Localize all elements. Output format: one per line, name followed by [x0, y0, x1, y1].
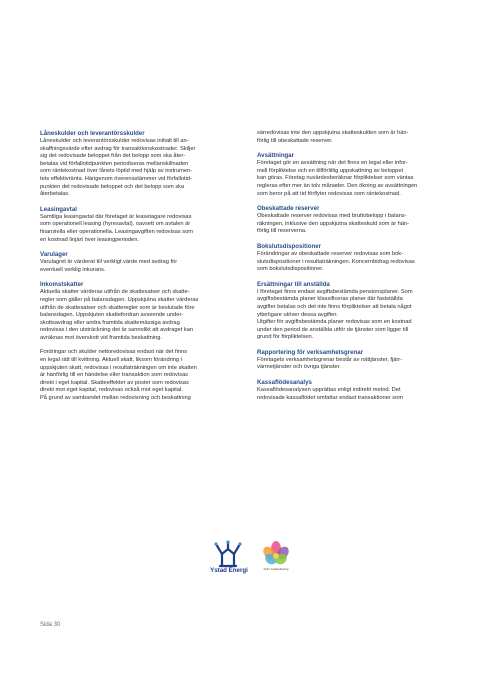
- text-section: [40, 281, 234, 342]
- text-section: [257, 152, 451, 198]
- text-line: direkt mot eget kapital, redovisas också mot eget kapital.: [40, 387, 183, 394]
- left-column: [40, 130, 234, 410]
- section-paragraph: [40, 259, 234, 274]
- text-section: [257, 205, 451, 236]
- text-line: eventuell verklig inkurans.: [40, 266, 106, 273]
- text-line: förlig till reserverna.: [257, 228, 307, 235]
- text-line: skaffningsvärde efter avdrag för transaktionskostnader. Skiljer: [40, 145, 196, 152]
- text-line: räkningen, inklusive den uppskjutna skatteskuld som är hän-: [257, 220, 410, 227]
- section-paragraph: [40, 214, 234, 244]
- text-line: redovisas i den utsträckning det är sannolikt att avdraget kan: [40, 327, 194, 334]
- text-line: Samtliga leasingavtal där företaget är leasetagare redovisas: [40, 213, 192, 220]
- text-line: Utgifter för avgiftsbestämda planer redovisas som en kostnad: [257, 319, 412, 326]
- section-paragraph: [257, 251, 451, 274]
- flower-caption: Från Ystadskriving: [263, 567, 289, 571]
- text-line: kan göras. Företag nuvärdesberäknar förpliktelser som väntas: [257, 175, 414, 182]
- text-line: ytterligare utöver dessa avgifter.: [257, 311, 338, 318]
- text-section: [257, 281, 451, 342]
- text-line: Företagets verksamhetsgrenar består av nättjänster, fjärr-: [257, 356, 403, 363]
- text-line: Aktuella skatter värderas utifrån de skattesatser och skatte-: [40, 289, 190, 296]
- section-paragraph: [257, 130, 451, 145]
- ystad-energi-logo: [208, 540, 248, 578]
- text-line: balansdagen. Uppskjuten skattefordran avseende under-: [40, 312, 184, 319]
- section-heading: Rapportering för verksamhetsgrenar: [257, 348, 363, 356]
- text-line: som räntekostnad över lånets löptid med hjälp av instrumen-: [40, 168, 193, 175]
- text-line: sig det redovisade beloppet från det belopp som ska åter-: [40, 153, 186, 160]
- text-line: som bokslutsdispositioner.: [257, 266, 324, 273]
- ystad-energi-wordmark: Ystad Energi: [210, 567, 248, 574]
- text-line: skottsavdrag eller andra framtida skattemässiga avdrag: [40, 319, 180, 326]
- text-line: redovisade kassaflödet omfattar endast transaktioner som: [257, 394, 404, 401]
- text-line: mell förpliktelse och en tillförlitlig uppskattning av beloppet: [257, 167, 404, 174]
- section-paragraph: [40, 138, 234, 199]
- text-line: slutsdispositioner i resultaträkningen. Koncernbidrag redovisas: [257, 258, 415, 265]
- text-line: Förändringar av obeskattade reserver redovisas som bok-: [257, 250, 404, 257]
- page-number: Sida 30: [40, 622, 61, 628]
- text-section: [257, 379, 451, 402]
- text-line: värmetjänster och övriga tjänster.: [257, 364, 341, 371]
- section-paragraph: [257, 387, 451, 402]
- right-column: [257, 130, 451, 409]
- text-section: [40, 349, 234, 402]
- text-section: [40, 130, 234, 199]
- section-paragraph: [40, 289, 234, 342]
- section-heading: Avsättningar: [257, 152, 295, 160]
- text-line: som operationell leasing (hyresavtal), oavsett om avtalen är: [40, 221, 191, 228]
- text-line: Fordringar och skulder nettoredovisas endast när det finns: [40, 349, 188, 356]
- flower-icon: [258, 540, 294, 568]
- text-line: är hänförlig till en händelse eller transaktion som redovisas: [40, 372, 188, 379]
- text-line: direkt i eget kapital. Skatteeffekter av poster som redovisas: [40, 379, 189, 386]
- text-line: I företaget finns endast avgiftsbestämda pensionsplaner. Som: [257, 288, 413, 295]
- section-paragraph: [257, 160, 451, 198]
- text-line: uppskjuten skatt, redovisas i resultaträkningen om inte skatten: [40, 364, 197, 371]
- section-paragraph: [257, 357, 451, 372]
- text-line: punkten det redovisade beloppet och det belopp som ska: [40, 183, 185, 190]
- text-line: avräknas mot överskott vid framtida beskattning.: [40, 334, 163, 341]
- text-line: särredovisas inte den uppskjutna skatteskulden som är hän-: [257, 130, 409, 136]
- section-paragraph: [257, 213, 451, 236]
- section-heading: Ersättningar till anställda: [257, 280, 330, 288]
- text-line: regleras efter mer än tolv månader. Den ökning av avsättningen: [257, 182, 418, 189]
- section-heading: Låneskulder och leverantörsskulder: [40, 130, 145, 137]
- text-line: På grund av sambandet mellan redovisning och beskattning: [40, 395, 191, 402]
- text-line: tets effektivränta. Härigenom överensstämmer vid förfallotid-: [40, 175, 192, 182]
- text-line: regler som gäller på balansdagen. Uppskjutna skatter värderas: [40, 296, 199, 303]
- text-line: avgifter betalas och det inte finns förpliktelser att betala något: [257, 303, 412, 310]
- text-line: Kassaflödesanalysen upprättas enligt indirekt metod. Det: [257, 387, 401, 394]
- text-line: Varulagret är värderat till verkligt värde med avdrag för: [40, 259, 178, 266]
- text-line: avgiftsbestämda planer klassificeras planer där fastställda: [257, 296, 403, 303]
- text-line: återbetalas.: [40, 191, 70, 198]
- section-heading: Leasingavtal: [40, 205, 77, 213]
- section-paragraph: [257, 289, 451, 342]
- section-heading: Varulager: [40, 251, 68, 259]
- logos: [208, 540, 298, 580]
- text-line: en kostnad linjärt över leasingperioden.: [40, 236, 139, 243]
- flower-logo: [258, 540, 294, 580]
- section-heading: Inkomstskatter: [40, 281, 84, 289]
- text-line: utifrån de skattesatser och skatteregler som är beslutade före: [40, 304, 195, 311]
- ystad-energi-icon: [208, 540, 248, 568]
- text-line: Låneskulder och leverantörsskulder redovisas initialt till an-: [40, 138, 189, 144]
- text-line: förlig till obeskattade reserver.: [257, 137, 333, 144]
- section-paragraph: [40, 349, 234, 402]
- text-section: [257, 130, 451, 145]
- section-heading: Kassaflödesanalys: [257, 379, 312, 387]
- text-line: under den period de anställda utför de tjänster som ligger till: [257, 326, 409, 333]
- text-line: betalas vid förfallotidpunkten periodiseras mellanskillnaden: [40, 160, 189, 167]
- text-section: [257, 243, 451, 274]
- text-section: [257, 349, 451, 372]
- section-heading: Bokslutsdispositioner: [257, 242, 321, 250]
- text-line: grund för förpliktelsen.: [257, 334, 314, 341]
- text-line: Företaget gör en avsättning när det finns en legal eller infor-: [257, 160, 408, 167]
- text-line: Obeskattade reserver redovisas med bruttobelopp i balans-: [257, 213, 407, 220]
- text-line: finansiella eller operationella. Leasingavgiften redovisas som: [40, 228, 194, 235]
- text-section: [40, 206, 234, 244]
- text-line: en legal rätt till kvittning. Aktuell skatt, liksom förändring i: [40, 357, 182, 364]
- section-heading: Obeskattade reserver: [257, 205, 320, 213]
- text-line: som beror på att tid förflyter redovisas som räntekostnad.: [257, 190, 401, 197]
- text-section: [40, 251, 234, 274]
